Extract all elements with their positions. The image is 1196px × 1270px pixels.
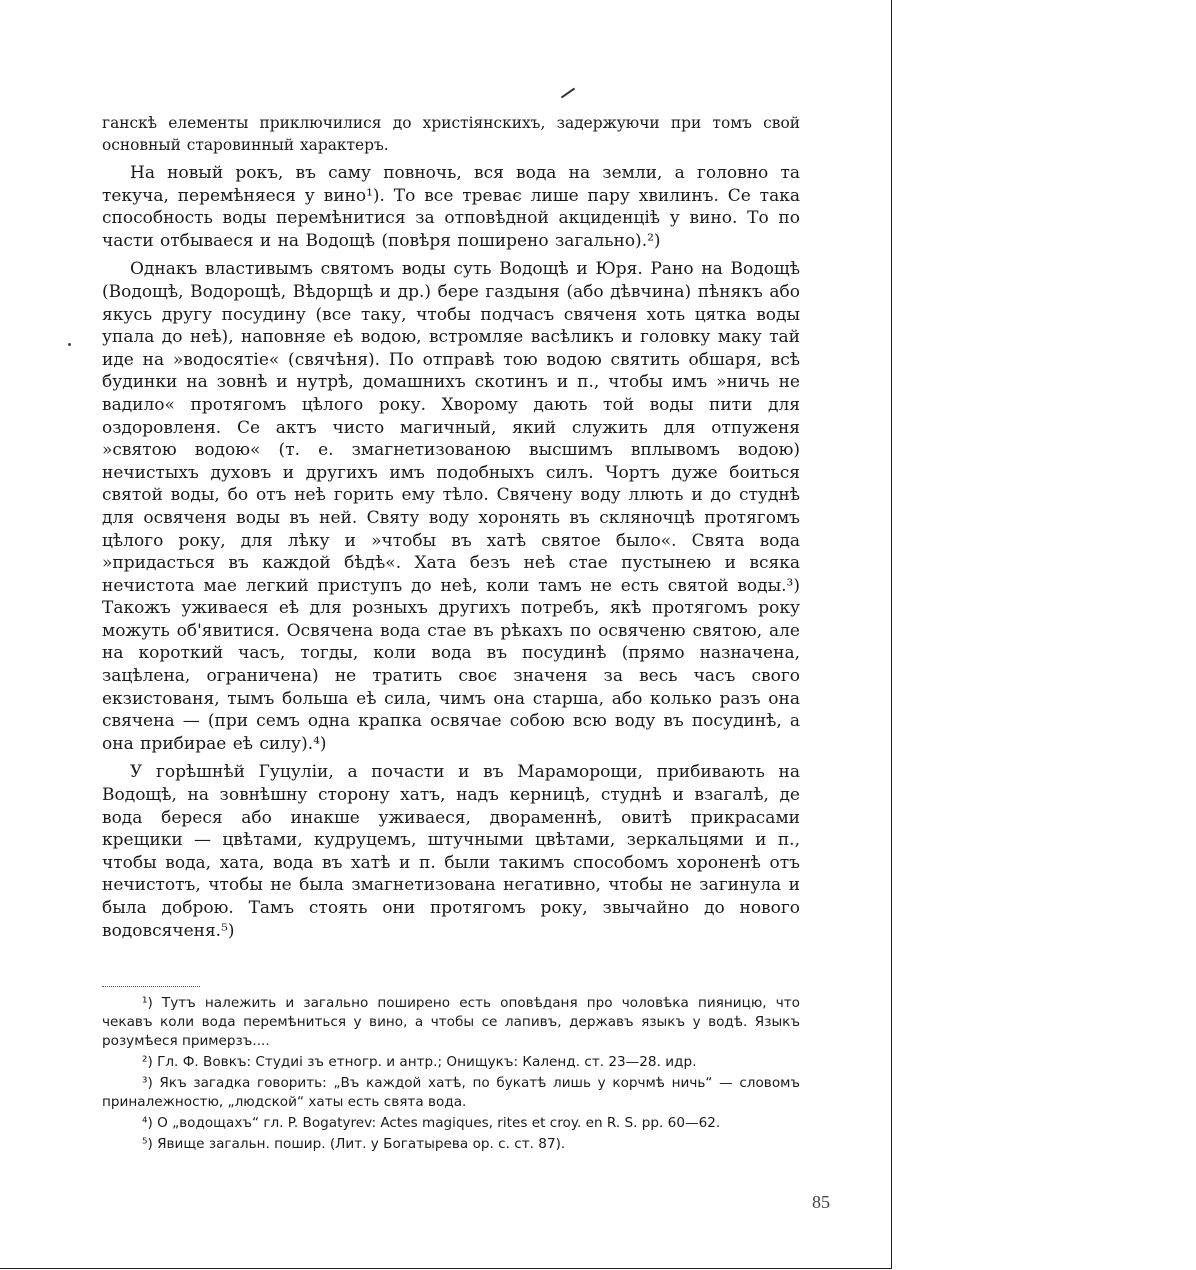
paragraph-hutsulia: У горѣшнѣй Гуцуліи, а почасти и въ Мараморощи, прибивають на Водощѣ, на зовнѣшну сторону хатъ, надъ керницѣ, студнѣ и взагалѣ, де вода береся або инакше уживаеся, двораменнѣ, овитѣ прикрасами крещики — цвѣтами, кудруцемъ, штучными цвѣтами, зеркальцями и п., чтобы вода, хата, вода въ хатѣ и п. были такимъ способомъ хороненѣ отъ нечистотъ, чтобы не была змагнетизована негативно, чтобы не загинула и была доброю. Тамъ стоять они протягомъ року, звычайно до нового водовсяченя.⁵) <box>102 762 800 941</box>
footnote-1: ¹) Тутъ належить и загально поширено есть оповѣданя про чоловѣка пияницю, что чекавъ коли вода перемѣниться у вино, а чтобы се лапивъ, державъ языкъ у водѣ. Языкъ розумѣеся примерзъ.... <box>102 995 800 1049</box>
paragraph-continued: ганскѣ елементы приключилися до христіянскихъ, задержуючи при томъ свой основный старовинный характеръ. <box>102 114 800 154</box>
footnote-3: ³) Якъ загадка говорить: „Въ каждой хатѣ, по букатѣ лишь у корчмѣ ничь“ — словомъ приналежностю, „людской“ хаты есть свята вода. <box>102 1075 800 1110</box>
footnote-4: ⁴) О „водощахъ“ гл. P. Bogatyrev: Actes magiques, rites et croy. en R. S. pp. 60—62. <box>142 1115 721 1131</box>
page-number: 85 <box>812 1192 830 1212</box>
footnote-separator <box>102 986 200 987</box>
footnote-2: ²) Гл. Ф. Вовкъ: Студиі зъ етногр. и антр.; Онищукъ: Календ. ст. 23—28. идр. <box>142 1054 697 1070</box>
body-text <box>102 112 800 948</box>
scan-artifact-mark <box>561 88 575 99</box>
margin-dot <box>68 343 71 346</box>
footnote-5: ⁵) Явище загальн. пошир. (Лит. у Богатырева ор. с. ст. 87). <box>142 1136 566 1152</box>
footnotes <box>102 994 800 1156</box>
paragraph-vodoshchi: Однакъ властивымъ святомъ воды суть Водощѣ и Юря. Рано на Водощѣ (Водощѣ, Водорощѣ, Вѣдорщѣ и др.) бере газдыня (або дѣвчина) пѣнякъ або якусь другу посудину (все таку, чтобы подчасъ свяченя хоть цятка воды упала до неѣ), наповняе еѣ водою, встромляе васѣликъ и головку маку тай иде на »водосятіе« (свячѣня). По отправѣ тою водою святить обшаря, всѣ будинки на зовнѣ и нутрѣ, домашнихъ скотинъ и п., чтобы имъ »ничь не вадило« протягомъ цѣлого року. Хворому дають той воды пити для оздоровленя. Се актъ чисто магичный, який служить для отпуженя »святою водою« (т. е. змагнетизованою высшимъ вплывомъ водою) нечистыхъ духовъ и другихъ имъ подобныхъ силъ. Чортъ дуже боиться святой воды, бо отъ неѣ горить ему тѣло. Свячену воду ллють и до студнѣ для освяченя воды въ ней. Святу воду хоронять въ скляночцѣ протягомъ цѣлого року, для лѣку и »чтобы въ хатѣ святое было«. Свята вода »придасться въ каждой бѣдѣ«. Хата безъ неѣ стае пустынею и всяка нечистота мае легкий приступъ до неѣ, коли тамъ не есть святой воды.³) Такожъ уживаеся еѣ для розныхъ другихъ потребъ, якѣ протягомъ року можуть об'явитися. Освячена вода стае въ рѣкахъ по освяченю святою, але на короткий часъ, тогды, коли вода въ посудинѣ (прямо назначена, зацѣлена, ограничена) не тратить своє значеня за весь часъ свого екзистованя, тымъ больша еѣ сила, чимъ она старша, або колько разъ она свячена — (при семъ одна крапка освячае собою всю воду въ посудинѣ, а она прибирае еѣ силу).⁴) <box>102 259 800 754</box>
paragraph-new-year: На новый рокъ, въ саму повночь, вся вода на земли, а головно та текуча, перемѣняеся у вино¹). То все треває лише пару хвилинъ. Се така способность воды перемѣнитися за отповѣдной акциденціѣ у вино. То по части отбываеся и на Водощѣ (повѣря поширено загально).²) <box>102 163 800 251</box>
